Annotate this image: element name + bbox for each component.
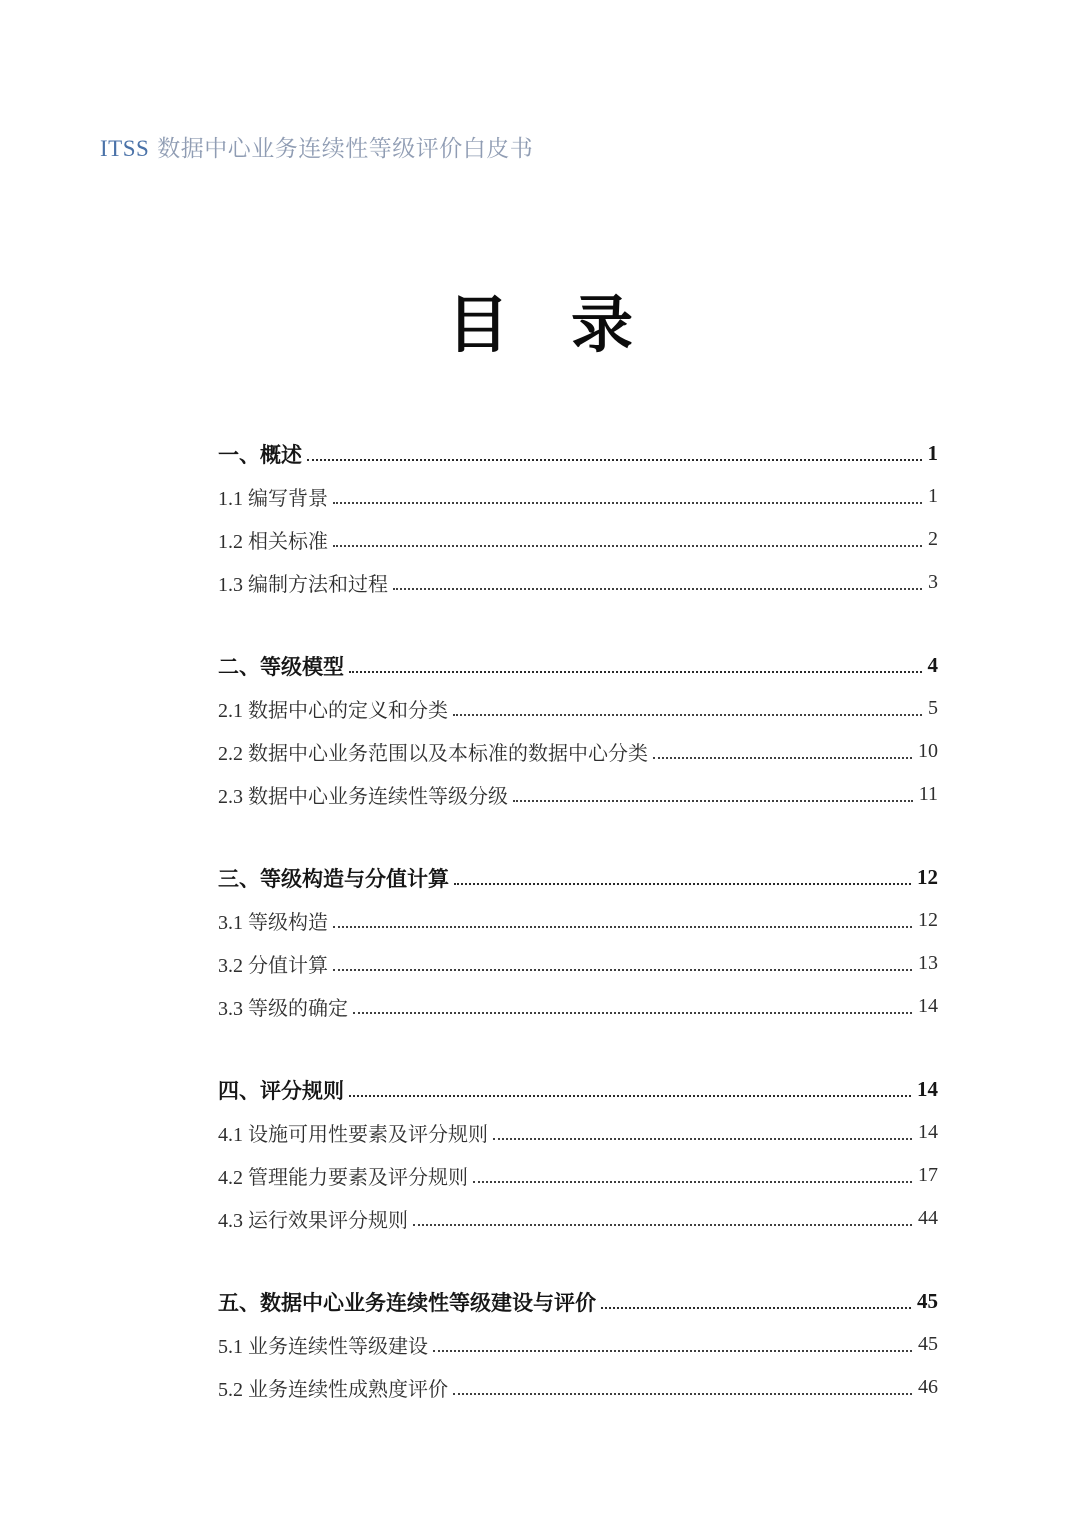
dot-leader [333,502,922,504]
document-header [100,130,533,163]
toc-entry-label: 1.1 编写背景 [218,488,328,510]
toc-entry-label: 4.1 设施可用性要素及评分规则 [218,1124,488,1146]
table-of-contents [218,432,938,1409]
dot-leader [453,1393,912,1395]
toc-entry-page: 45 [917,1289,938,1313]
toc-entry-4-1 [218,1111,938,1154]
toc-entry-label: 五、数据中心业务连续性等级建设与评价 [218,1290,596,1315]
toc-entry-4-3 [218,1197,938,1240]
dot-leader [601,1307,911,1309]
toc-entry-label: 三、等级构造与分值计算 [218,866,449,891]
toc-entry-label: 2.1 数据中心的定义和分类 [218,700,448,722]
brand-logo-text: ITSS [100,136,150,161]
toc-entry-page: 14 [917,1077,938,1101]
toc-entry-label: 一、概述 [218,442,302,467]
toc-entry-3-3 [218,985,938,1028]
dot-leader [333,545,922,547]
toc-entry-label: 3.2 分值计算 [218,955,328,977]
toc-entry-label: 1.3 编制方法和过程 [218,574,388,596]
toc-entry-2-3 [218,773,938,816]
dot-leader [349,671,922,673]
dot-leader [454,883,911,885]
toc-entry-page: 45 [918,1333,938,1355]
dot-leader [349,1095,911,1097]
toc-entry-label: 3.3 等级的确定 [218,998,348,1020]
dot-leader [653,757,912,759]
toc-entry-label: 四、评分规则 [218,1078,344,1103]
toc-entry-page: 2 [928,528,938,550]
toc-entry-page: 5 [928,697,938,719]
toc-entry-label: 二、等级模型 [218,654,344,679]
dot-leader [413,1224,912,1226]
toc-entry-section-3 [218,856,938,899]
toc-entry-page: 12 [917,865,938,889]
toc-entry-2-1 [218,687,938,730]
toc-entry-section-1 [218,432,938,475]
toc-entry-section-2 [218,644,938,687]
toc-entry-3-1 [218,899,938,942]
dot-leader [473,1181,912,1183]
dot-leader [307,459,922,461]
dot-leader [393,588,922,590]
toc-entry-label: 3.1 等级构造 [218,912,328,934]
toc-entry-page: 11 [918,783,938,805]
toc-entry-page: 3 [928,571,938,593]
toc-entry-2-2 [218,730,938,773]
dot-leader [513,800,913,802]
toc-entry-page: 14 [918,1121,938,1143]
toc-entry-section-5 [218,1280,938,1323]
toc-entry-label: 4.2 管理能力要素及评分规则 [218,1167,468,1189]
toc-entry-1-1 [218,475,938,518]
toc-entry-label: 5.2 业务连续性成熟度评价 [218,1379,448,1401]
toc-entry-label: 5.1 业务连续性等级建设 [218,1336,428,1358]
toc-page-title: 目 录 [446,292,633,360]
toc-entry-1-2 [218,518,938,561]
toc-entry-page: 44 [918,1207,938,1229]
toc-entry-page: 12 [918,909,938,931]
dot-leader [453,714,922,716]
dot-leader [333,926,912,928]
toc-entry-1-3 [218,561,938,604]
toc-entry-3-2 [218,942,938,985]
dot-leader [333,969,912,971]
toc-entry-4-2 [218,1154,938,1197]
dot-leader [433,1350,912,1352]
toc-entry-section-4 [218,1068,938,1111]
toc-entry-5-1 [218,1323,938,1366]
toc-entry-page: 1 [928,485,938,507]
dot-leader [493,1138,912,1140]
toc-entry-label: 2.3 数据中心业务连续性等级分级 [218,786,508,808]
toc-entry-page: 17 [918,1164,938,1186]
toc-entry-page: 46 [918,1376,938,1398]
toc-entry-label: 1.2 相关标准 [218,531,328,553]
toc-entry-page: 13 [918,952,938,974]
toc-entry-page: 4 [927,653,938,677]
document-header-title: 数据中心业务连续性等级评价白皮书 [157,136,534,161]
toc-entry-label: 4.3 运行效果评分规则 [218,1210,408,1232]
toc-entry-5-2 [218,1366,938,1409]
dot-leader [353,1012,912,1014]
toc-entry-label: 2.2 数据中心业务范围以及本标准的数据中心分类 [218,743,648,765]
toc-entry-page: 1 [927,441,938,465]
toc-entry-page: 10 [918,740,938,762]
toc-entry-page: 14 [918,995,938,1017]
